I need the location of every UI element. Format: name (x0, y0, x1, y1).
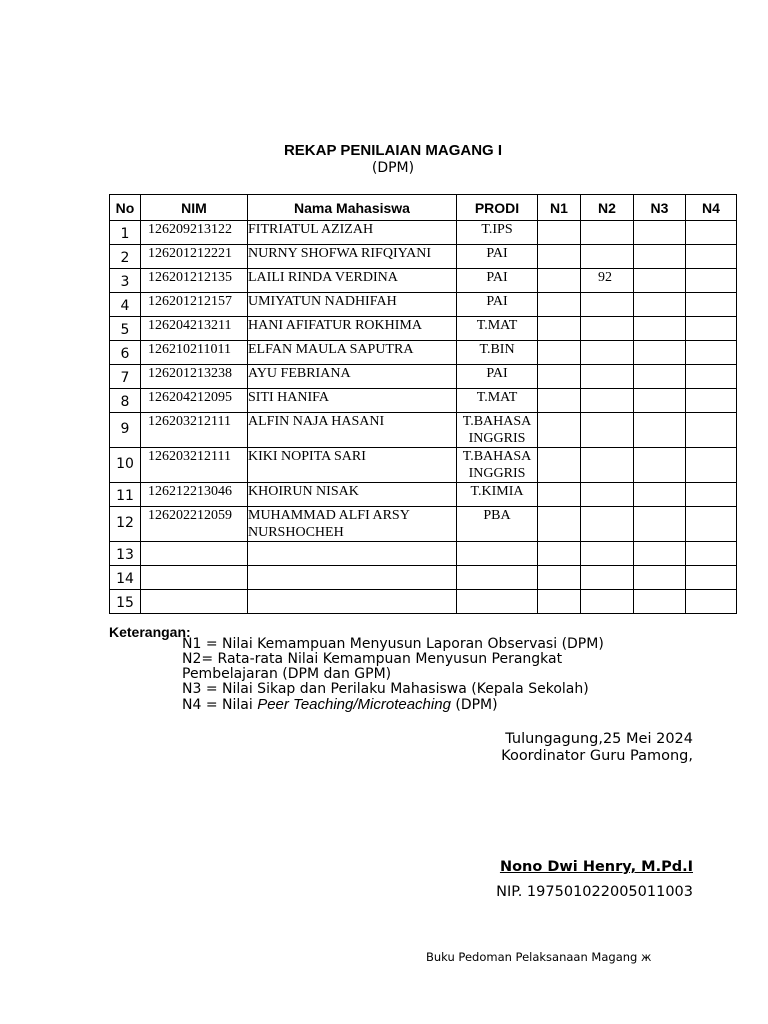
cell-n1 (538, 221, 581, 245)
cell-n2 (581, 483, 634, 507)
cell-n4 (686, 413, 737, 448)
cell-prodi: PAI (457, 269, 538, 293)
cell-n1 (538, 590, 581, 614)
cell-prodi (457, 566, 538, 590)
cell-prodi: T.KIMIA (457, 483, 538, 507)
table-row (110, 483, 737, 507)
header-nama: Nama Mahasiswa (248, 195, 457, 221)
cell-nim: 126204212095 (141, 389, 248, 413)
cell-nama: KHOIRUN NISAK (248, 483, 457, 507)
cell-no: 3 (110, 269, 141, 293)
cell-no: 15 (110, 590, 141, 614)
document-title: REKAP PENILAIAN MAGANG I (283, 142, 503, 159)
note-n4-italic: Peer Teaching/Microteaching (257, 696, 451, 713)
cell-n2 (581, 293, 634, 317)
cell-nim (141, 542, 248, 566)
document-subtitle: (DPM) (371, 160, 415, 176)
note-n2-line2: Pembelajaran (DPM dan GPM) (182, 666, 392, 682)
cell-prodi: T.MAT (457, 317, 538, 341)
cell-n4 (686, 341, 737, 365)
cell-n1 (538, 483, 581, 507)
cell-n4 (686, 365, 737, 389)
cell-n3 (634, 483, 686, 507)
cell-n2 (581, 245, 634, 269)
cell-n4 (686, 269, 737, 293)
cell-prodi (457, 542, 538, 566)
cell-nama: NURNY SHOFWA RIFQIYANI (248, 245, 457, 269)
table-row (110, 566, 737, 590)
cell-no: 12 (110, 507, 141, 542)
cell-n2 (581, 542, 634, 566)
table-row (110, 269, 737, 293)
cell-nama (248, 542, 457, 566)
cell-nim: 126201212157 (141, 293, 248, 317)
cell-n4 (686, 317, 737, 341)
cell-nim: 126201212221 (141, 245, 248, 269)
table-header-row (110, 195, 737, 221)
table-row (110, 590, 737, 614)
cell-n3 (634, 590, 686, 614)
cell-prodi (457, 590, 538, 614)
note-n4 (182, 697, 702, 713)
cell-prodi: PAI (457, 293, 538, 317)
note-n1: N1 = Nilai Kemampuan Menyusun Laporan Observasi (DPM) (182, 636, 604, 652)
cell-n2 (581, 221, 634, 245)
cell-nim: 126209213122 (141, 221, 248, 245)
cell-nim: 126210211011 (141, 341, 248, 365)
header-n1: N1 (538, 195, 581, 221)
cell-prodi: T.MAT (457, 389, 538, 413)
cell-nama: KIKI NOPITA SARI (248, 448, 457, 483)
cell-n4 (686, 245, 737, 269)
cell-n1 (538, 566, 581, 590)
header-n3: N3 (634, 195, 686, 221)
cell-nim (141, 590, 248, 614)
cell-nama: MUHAMMAD ALFI ARSY NURSHOCHEH (248, 507, 457, 542)
cell-prodi: T.BIN (457, 341, 538, 365)
cell-no: 4 (110, 293, 141, 317)
cell-n3 (634, 245, 686, 269)
cell-n3 (634, 317, 686, 341)
cell-n1 (538, 341, 581, 365)
cell-prodi: PAI (457, 245, 538, 269)
signature-role: Koordinator Guru Pamong, (501, 748, 693, 764)
cell-nama: ALFIN NAJA HASANI (248, 413, 457, 448)
table-row (110, 317, 737, 341)
cell-no: 13 (110, 542, 141, 566)
cell-n2 (581, 590, 634, 614)
cell-n1 (538, 365, 581, 389)
cell-n3 (634, 221, 686, 245)
cell-nama: SITI HANIFA (248, 389, 457, 413)
cell-no: 14 (110, 566, 141, 590)
cell-n3 (634, 365, 686, 389)
table-row (110, 389, 737, 413)
table-row (110, 542, 737, 566)
cell-no: 9 (110, 413, 141, 448)
cell-no: 10 (110, 448, 141, 483)
cell-n4 (686, 542, 737, 566)
note-n4-prefix: N4 = Nilai (182, 697, 258, 713)
cell-n1 (538, 542, 581, 566)
footer-text: Buku Pedoman Pelaksanaan Magang ж (426, 950, 652, 964)
cell-nama: ELFAN MAULA SAPUTRA (248, 341, 457, 365)
cell-n1 (538, 507, 581, 542)
note-n4-suffix: (DPM) (450, 697, 498, 713)
cell-n2: 92 (581, 269, 634, 293)
cell-nama: HANI AFIFATUR ROKHIMA (248, 317, 457, 341)
cell-nama: LAILI RINDA VERDINA (248, 269, 457, 293)
cell-n1 (538, 448, 581, 483)
cell-n3 (634, 389, 686, 413)
cell-nim: 126212213046 (141, 483, 248, 507)
note-n3: N3 = Nilai Sikap dan Perilaku Mahasiswa (Kepala Sekolah) (182, 681, 589, 697)
cell-n2 (581, 365, 634, 389)
note-n2-line1: N2= Rata-rata Nilai Kemampuan Menyusun Perangkat (182, 651, 563, 667)
cell-n1 (538, 269, 581, 293)
table-row (110, 365, 737, 389)
cell-nama: FITRIATUL AZIZAH (248, 221, 457, 245)
header-nim: NIM (141, 195, 248, 221)
table-row (110, 293, 737, 317)
cell-nama: AYU FEBRIANA (248, 365, 457, 389)
cell-no: 11 (110, 483, 141, 507)
cell-no: 8 (110, 389, 141, 413)
cell-n1 (538, 245, 581, 269)
cell-n4 (686, 221, 737, 245)
cell-n4 (686, 590, 737, 614)
cell-n1 (538, 317, 581, 341)
header-n4: N4 (686, 195, 737, 221)
cell-n4 (686, 389, 737, 413)
cell-nim: 126204213211 (141, 317, 248, 341)
table-row (110, 413, 737, 448)
signature-name: Nono Dwi Henry, M.Pd.I (499, 859, 693, 875)
signature-nip: NIP. 197501022005011003 (496, 884, 693, 900)
table-row (110, 221, 737, 245)
keterangan-label: Keterangan: (109, 624, 191, 640)
cell-no: 1 (110, 221, 141, 245)
cell-prodi: T.IPS (457, 221, 538, 245)
table-row (110, 448, 737, 483)
table-row (110, 245, 737, 269)
cell-n1 (538, 413, 581, 448)
grades-table (109, 194, 737, 614)
cell-no: 5 (110, 317, 141, 341)
header-n2: N2 (581, 195, 634, 221)
cell-n3 (634, 413, 686, 448)
cell-nama: UMIYATUN NADHIFAH (248, 293, 457, 317)
cell-n4 (686, 483, 737, 507)
cell-prodi: PAI (457, 365, 538, 389)
cell-n2 (581, 448, 634, 483)
cell-n2 (581, 317, 634, 341)
cell-n3 (634, 448, 686, 483)
cell-nim (141, 566, 248, 590)
cell-n3 (634, 566, 686, 590)
cell-nim: 126203212111 (141, 413, 248, 448)
cell-nama (248, 590, 457, 614)
cell-n2 (581, 507, 634, 542)
cell-n2 (581, 566, 634, 590)
cell-n3 (634, 341, 686, 365)
cell-prodi: T.BAHASA INGGRIS (457, 448, 538, 483)
cell-n3 (634, 293, 686, 317)
cell-prodi: T.BAHASA INGGRIS (457, 413, 538, 448)
table-row (110, 507, 737, 542)
cell-n4 (686, 566, 737, 590)
cell-n4 (686, 507, 737, 542)
cell-nim: 126203212111 (141, 448, 248, 483)
cell-prodi: PBA (457, 507, 538, 542)
cell-n2 (581, 389, 634, 413)
cell-no: 7 (110, 365, 141, 389)
signature-place-date: Tulungagung,25 Mei 2024 (505, 731, 693, 747)
cell-nim: 126201213238 (141, 365, 248, 389)
table-row (110, 341, 737, 365)
cell-nama (248, 566, 457, 590)
cell-nim: 126202212059 (141, 507, 248, 542)
header-no: No (110, 195, 141, 221)
cell-n2 (581, 341, 634, 365)
keterangan-notes (182, 637, 702, 713)
cell-no: 6 (110, 341, 141, 365)
cell-no: 2 (110, 245, 141, 269)
cell-n1 (538, 293, 581, 317)
cell-n3 (634, 542, 686, 566)
cell-n4 (686, 448, 737, 483)
cell-n4 (686, 293, 737, 317)
cell-n3 (634, 269, 686, 293)
header-prodi: PRODI (457, 195, 538, 221)
cell-n2 (581, 413, 634, 448)
cell-n3 (634, 507, 686, 542)
cell-n1 (538, 389, 581, 413)
cell-nim: 126201212135 (141, 269, 248, 293)
